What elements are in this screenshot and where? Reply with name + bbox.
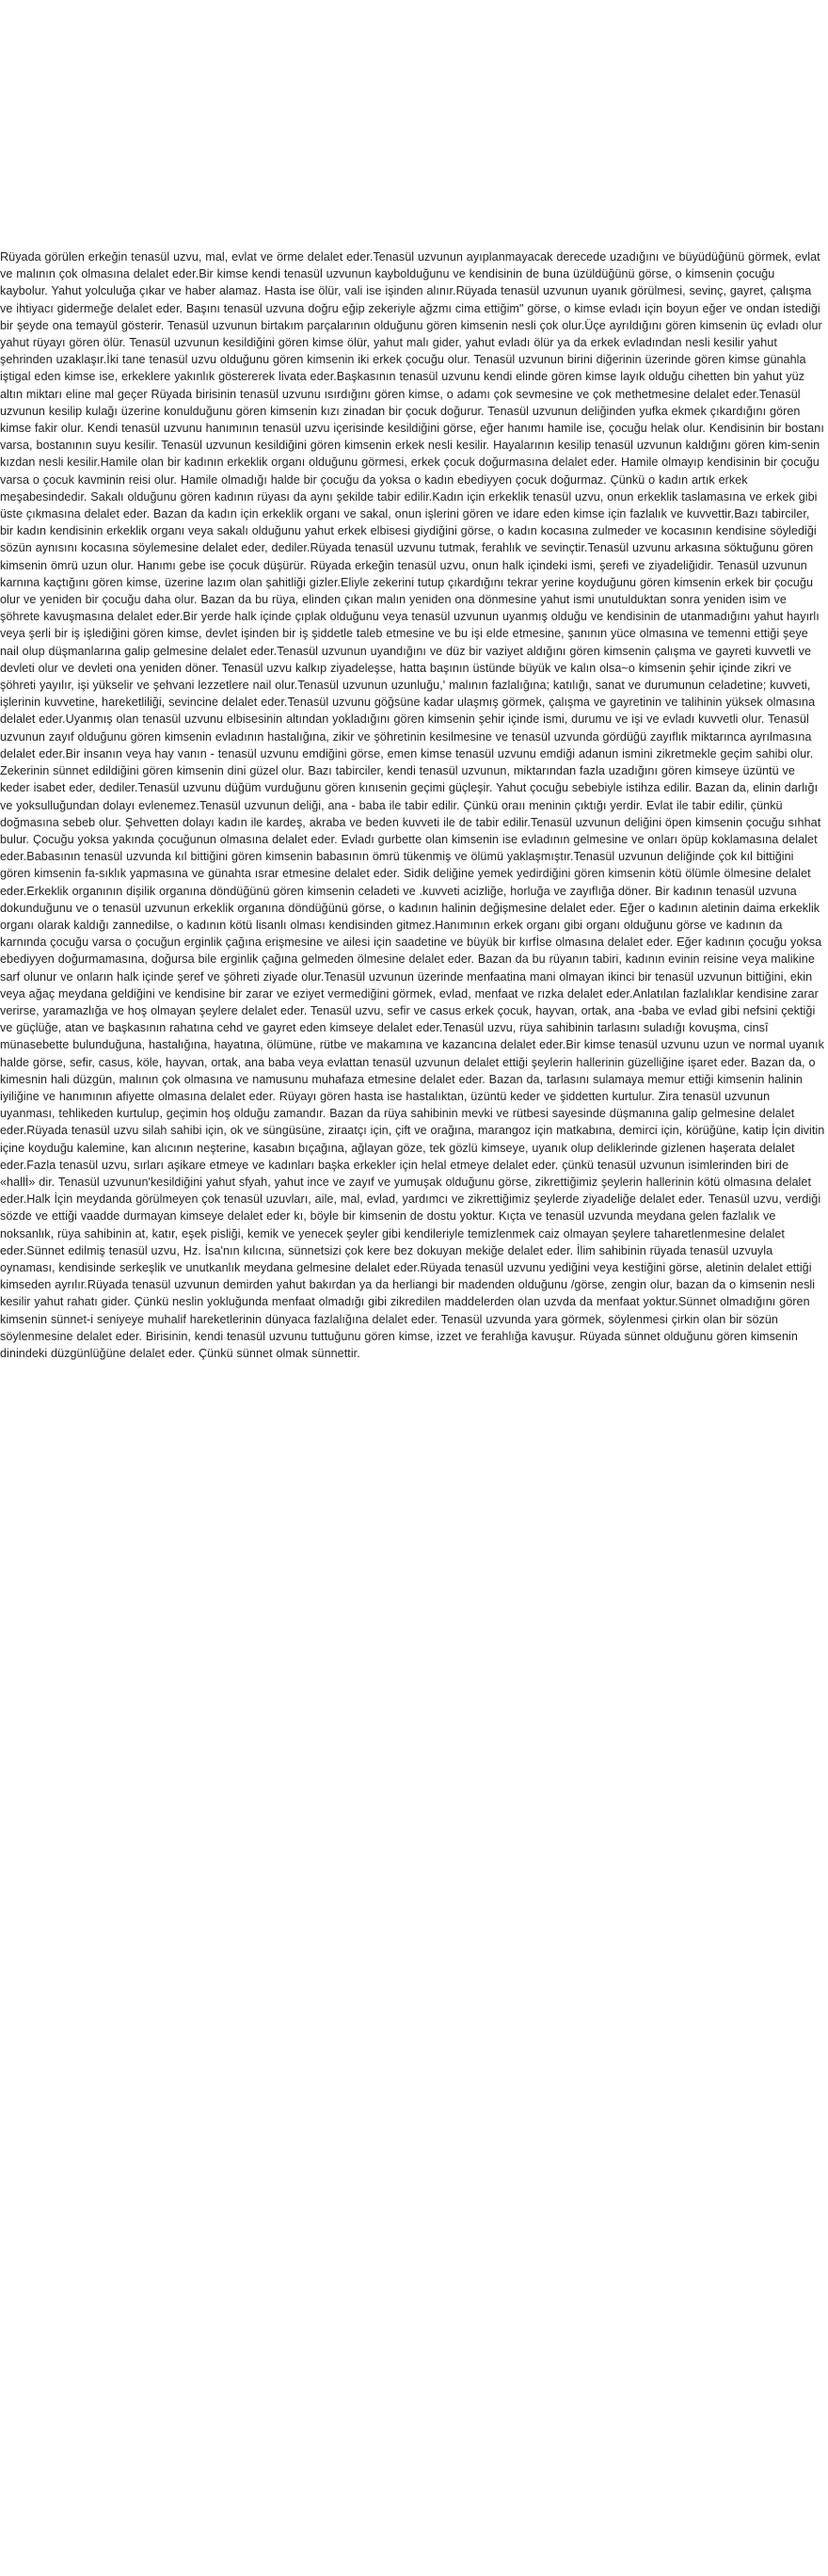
article-body-text: Rüyada görülen erkeğin tenasül uzvu, mal, evlat ve örme delalet eder.Tenasül uzvunun ayıplanmayacak derecede uzadığını ve büyüdüğünü görmek, evlat ve malının çok olmasına delalet eder.Bir kimse kendi tenasül uzvunun kaybolduğunu ve kendisinin de buna üzüldüğünü görse, o kimsenin çocuğu kaybolur. Yahut yolculuğa çıkar ve haber alamaz. Hasta ise ölür, vali ise işinden alınır.Rüyada tenasül uzvunun uyanık görülmesi, sevinç, gayret, çalışma ve ihtiyacı gidermeğe delalet eder. Başını tenasül uzvuna doğru eğip zekeriyle ağzmı cima ettiğim" görse, o kimse evladı için boyun eğer ve ondan istediği bir şeyde ona temayül gösterir. Tenasül uzvunun birtakım parçalarının olduğunu gören kimsenin nesli çok olur.Üçe ayrıldığını gören kimsenin üç evladı olur yahut rüyayı gören ölür. Tenasül uzvunun kesildiğini gören kimse ölür, yahut malı gider, yahut evladı ölür ya da erkek evladından nesli kesilir yahut şehrinden uzaklaşır.İki tane tenasül uzvu olduğunu gören kimsenin iki erkek çocuğu olur. Tenasül uzvunun birini diğerinin üzerinde gören kimse günahla iştigal eden kimse ise, erkeklere yakınlık göstererek livata eder.Başkasının tenasül uzvunu kendi elinde gören kimse layık olduğu cihetten bin yahut yüz altın miktarı eline mal geçer Rüyada birisinin tenasül uzvunu ısırdığını gören kimse, o adamı çok sevmesine ve çok methetmesine delalet eder.Tenasül uzvunun kesilip kulağı üzerine konulduğunu gören kimsenin kızı zinadan bir çocuk doğurur. Tenasül uzvunun deliğinden yufka ekmek çıkardığını gören kimse fakir olur. Kendi tenasül uzvunu hanımının tenasül uzvu içerisinde kesildiğini görse, eğer hanımı hamile ise, çocuğu helak olur. Kendisinin bir bostanı varsa, bostanının suyu kesilir. Tenasül uzvunun kesildiğini gören kimsenin erkek nesli kesilir. Hayalarının kesilip tenasül uzvunun kaldığını gören kim-senin kızdan nesli kesilir.Hamile olan bir kadının erkeklik organı olduğunu görmesi, erkek çocuk doğurmasına delalet eder. Hamile olmayıp kendisinin bir çocuğu varsa o çocuk kavminin reisi olur. Hamile olmadığı halde bir çocuğu da yoksa o kadın ebediyyen çocuk doğurmaz. Çünkü o kadın artık erkek meşabesindedir. Sakalı olduğunu gören kadının rüyası da aynı şekilde tabir edilir.Kadın için erkeklik tenasül uzvu, onun erkeklik taslamasına ve erkek gibi üste çıkmasına delalet eder. Bazan da kadın için erkeklik organı ve sakal, onun işlerini gören ve idare eden kimse için fazlalık ve kuvvettir.Bazı tabirciler, bir kadın kendisinin erkeklik organı veya sakalı olduğunu yahut erkek elbisesi giydiğini görse, o kadın kocasına zulmeder ve kocasının kendisine söylediği sözün aynısını kocasına söylemesine delalet eder, dediler.Rüyada tenasül uzvunu tutmak, ferahlık ve sevinçtir.Tenasül uzvunu arkasına söktuğunu gören kimsenin ömrü uzun olur. Hanımı gebe ise çocuk düşürür. Rüyada erkeğin tenasül uzvu, onun halk içindeki ismi, şerefi ve ziyadeliğidir. Tenasül uzvunun karnına kaçtığını gören kimse, üzerine lazım olan şahitliği gizler.Eliyle zekerini tutup çıkardığını tekrar yerine koyduğunu gören kimsenin erkek bir çocuğu olur ve yeniden bir çocuğu daha olur. Bazan da bu rüya, elinden çıkan malın yeniden ona dönmesine yahut ismi unutulduktan sonra yeniden isim ve şöhrete kavuşmasına delalet eder.Bir yerde halk içinde çıplak olduğunu veya tenasül uzvunun uyanmış olduğu ve kendisinin de utanmadığını yahut hayırlı veya şerli bir iş işlediğini gören kimse, devlet işinden bir iş şiddetle taleb etmesine ve bu işi elde etmesine, şanının yüce olmasına ve temenni ettiği şeye nail olup düşmanlarına galip gelmesine delalet eder.Tenasül uzvunun uyandığını ve düz bir vaziyet aldığını gören kimsenin çalışma ve gayreti kuvvetli ve devleti olur ve devleti ona yeniden döner. Tenasül uzvu kalkıp ziyadeleşse, hatta başının üstünde büyük ve kalın olsa~o kimsenin şehir içinde zikri ve şöhreti yayılır, işi yükselir ve şehvani lezzetlere nail olur.Tenasül uzvunun uzunluğu,' malının fazlalığına; katılığı, sanat ve durumunun celadetine; kuvveti, işlerinin kuvvetine, hareketliliği, sevincine delalet eder.Tenasül uzvunu göğsüne kadar ulaşmış görmek, çalışma ve gayretinin ve talihinin yüksek olmasına delalet eder.Uyanmış olan tenasül uzvunu elbisesinin altından yokladığını gören kimsenin şehir içinde ismi, durumu ve işi ve evladı kuvvetli olur. Tenasül uzvunun zayıf olduğunu gören kimsenin evladının hastalığına, zikir ve şöhretinin kesilmesine ve tenasül uzvunda gördüğü zayıflık miktarınca ayrılmasına delalet eder.Bir insanın veya hay vanın - tenasül uzvunu emdiğini görse, emen kimse tenasül uzvunu emdiği adanun ismini zikretmekle geçim sahibi olur. Zekerinin sünnet edildiğini gören kimsenin dini güzel olur. Bazı tabirciler, kendi tenasül uzvunun, miktarından fazla uzadığını gören kimseye üzüntü ve keder isabet eder, dediler.Tenasül uzvunu düğüm vurduğunu gören kınısenin geçimi güçleşir. Yahut çocuğu sebebiyle istihza edilir. Bazan da, elinin darlığı ve yoksulluğundan dolayı evlenemez.Tenasül uzvunun deliği, ana - baba ile tabir edilir. Çünkü oraıı meninin çıktığı yerdir. Evlat ile tabir edilir, çünkü doğmasına sebeb olur. Şehvetten dolayı kadın ile kardeş, akraba ve beden kuvveti ile de tabir edilir.Tenasül uzvunun deliğini öpen kimsenin çocuğu sıhhat bulur. Çocuğu yoksa yakında çocuğunun olmasına delalet eder. Evladı gurbette olan kimsenin ise evladının gelmesine ve onları öpüp koklamasına delalet eder.Babasının tenasül uzvunda kıl bittiğini gören kimsenin babasının ömrü tükenmiş ve ölümü yaklaşmıştır.Tenasül uzvunun deliğinde çok kıl bittiğini gören kimsenin fa-sıklık yapmasına ve günahta ısrar etmesine delalet eder. Sidik deliğine yemek yedirdiğini gören kimsenin kötü ölümle ölmesine delalet eder.Erkeklik organının dişilik organına döndüğünü gören kimsenin celadeti ve .kuvveti acizliğe, horluğa ve zayıflığa döner. Bir kadının tenasül uzvuna dokunduğunu ve o tenasül uzvunun erkeklik organına döndüğünü görse, o kadının halinin değişmesine delalet eder. Eğer o kadının aletinin daima erkeklik organı olarak kaldığı zannedilse, o kadının kötü lisanlı olması kendisinden gitmez.Hanımının erkek organı gibi organı olduğunu görse ve kadının da karnında çocuğu varsa o çocuğun erginlik çağına erişmesine ve ailesi için saadetine ve büyük bir kırfİse olmasına delalet eder. Eğer kadının çocuğu yoksa ebediyyen doğurmamasına, doğursa bile erginlik çağına gelmeden ölmesine delalet eder. Bazan da bu rüyanın tabiri, kadının evinin reisine veya malikine sarf olunur ve onların halk içinde şeref ve şöhreti ziyade olur.Tenasül uzvunun üzerinde menfaatina mani olmayan ikinci bir tenasül uzvunun bittiğini, ekin veya ağaç meydana geldiğini ve kendisine bir zarar ve eziyet vermediğini görmek, evlad, menfaat ve rızka delalet eder.Anlatılan fazlalıklar kendisine zarar verirse, yaramazlığa ve hoş olmayan şeylere delalet eder. Tenasül uzvu, sefir ve casus erkek çocuk, hayvan, ortak, ana -baba ve evlad gibi nefsini çektiği ve güçlüğe, atan ve başkasının rahatına cehd ve gayret eden kimseye delalet eder.Tenasül uzvu, rüya sahibinin tarlasını suladığı kovuşma, cinsî münasebette bulunduğuna, hastalığına, hayatına, ölümüne, rütbe ve makamına ve kazancına delalet eder.Bir kimse tenasül uzvunu uzun ve normal uyanık halde görse, sefir, casus, köle, hayvan, ortak, ana baba veya evlattan tenasül uzvunun delalet ettiği şeylerin hallerinin güzelliğine işaret eder. Bazan da, o kimesnin hali düzgün, malının çok olmasına ve namusunu muhafaza etmesine delalet eder. Bazan da, tarlasını sulamaya memur ettiği kimsenin halinin iyiliğine ve hanımının afiyette olmasına delalet eder. Rüyayı gören hasta ise hastalıktan, üzüntü keder ve şiddetten kurtulur. Zira tenasül uzvunun uyanması, tehlikeden kurtulup, geçimin hoş olduğu zamandır. Bazan da rüya sahibinin mevki ve rütbesi sayesinde düşmanına galip gelmesine delalet eder.Rüyada tenasül uzvu silah sahibi için, ok ve süngüsüne, ziraatçı için, çift ve orağına, marangoz için matkabına, demirci için, körüğüne, katip İçin divitin içine koyduğu kalemine, kan alıcının neşterine, kasabın bıçağına, ağlayan göze, tek gözlü kimseye, uyanık olup deliklerinde gizlenen haşerata delalet eder.Fazla tenasül uzvu, sırları aşikare etmeye ve kadınları başka erkekler için helal etmeye delalet eder. çünkü tenasül uzvunun isimlerinden biri de «hallİ» dir. Tenasül uzvunun'kesildiğini yahut sfyah, yahut ince ve zayıf ve yumuşak olduğunu görse, zikrettiğimiz şeylerin hallerinin kötü olmasına delalet eder.Halk İçin meydanda görülmeyen çok tenasül uzuvları, aile, mal, evlad, yardımcı ve zikrettiğimiz şeylerde ziyadeliğe delalet eder. Tenasül uzvu, verdiği sözde ve ettiği vaadde durmayan kimseye delalet eder kı, böyle bir kimsenin de dostu yoktur. Kıçta ve tenasül uzvunda meydana gelen fazlalık ve noksanlık, rüya sahibinin at, katır, eşek pisliği, kemik ve yenecek şeyler gibi kendileriyle temizlenmek caiz olmayan şeylere taharetlenmesine delalet eder.Sünnet edilmiş tenasül uzvu, Hz. İsa'nın kılıcına, sünnetsizi çok kere bez dokuyan mekiğe delalet eder. İlim sahibinin rüyada tenasül uzvuyla oynaması, kendisinde serkeşlik ve unutkanlık meydana gelmesine delalet eder.Rüyada tenasül uzvunu yediğini veya kestiğini görse, aletinin delalet ettiği kimseden ayrılır.Rüyada tenasül uzvunun demirden yahut bakırdan ya da herliangi bir madenden olduğunu /görse, zengin olur, bazan da o kimsenin nesli kesilir yahut rahatı gider. Çünkü neslin yokluğunda menfaat olmadığı gibi zikredilen maddelerden olan uzvda da menfaat yoktur.Sünnet olmadığını gören kimsenin sünnet-i seniyeye muhalif hareketlerinin dünyaca fazlalığına delalet eder. Tenasül uzvunda yara görmek, söylenmesi çirkin olan bir sözün söylenmesine delalet eder. Birisinin, kendi tenasül uzvunu tuttuğunu gören kimse, izzet ve ferahlığa kavuşur. Rüyada sünnet olduğunu gören kimsenin dinindeki düzgünlüğüne delalet eder. Çünkü sünnet olmak sünnettir. (0, 250, 825, 1360)
article-page (0, 248, 828, 1362)
